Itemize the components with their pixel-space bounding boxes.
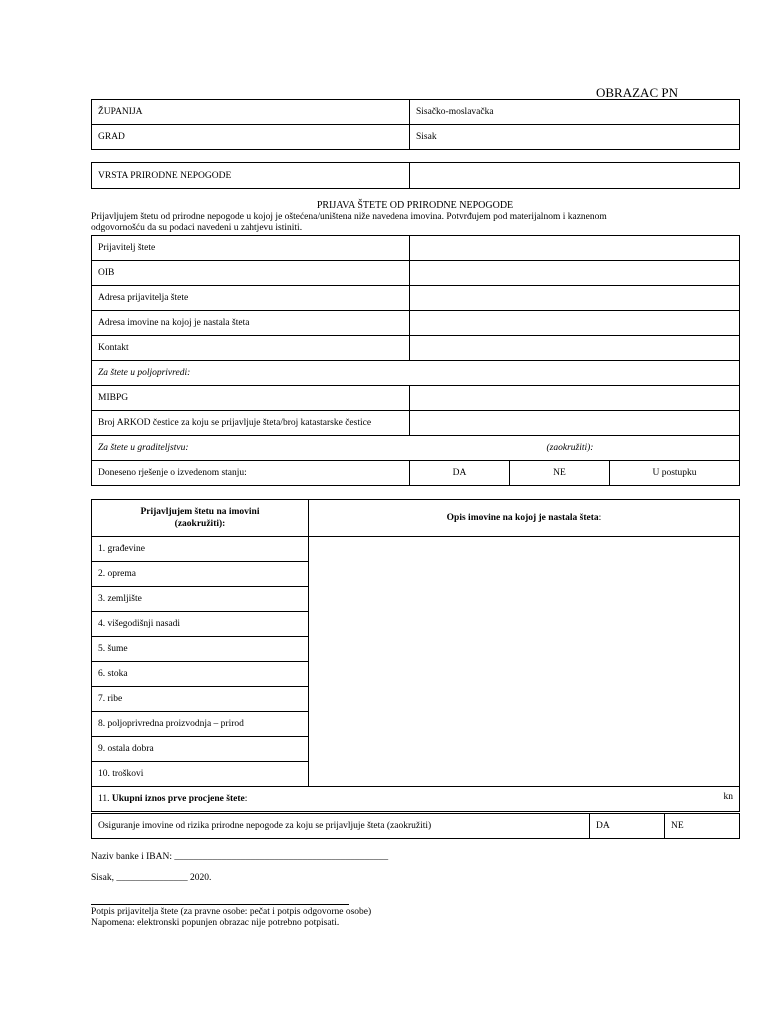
city-label: GRAD (92, 125, 410, 150)
insurance-option-ne[interactable]: NE (665, 814, 740, 839)
property-header-left-line2: (zaokružiti): (174, 519, 226, 529)
property-item-10[interactable]: 10. troškovi (92, 762, 309, 787)
intro-line-1: Prijavljujem štetu od prirodne nepogode u kojoj je oštećena/uništena niže navedena imovina. Potvrđujem pod materijalnom i kaznenom (91, 212, 607, 222)
applicant-address-label: Adresa prijavitelja štete (92, 286, 410, 311)
property-item-9[interactable]: 9. ostala dobra (92, 737, 309, 762)
property-item-5[interactable]: 5. šume (92, 637, 309, 662)
property-header-left-line1: Prijavljujem štetu na imovini (140, 507, 260, 517)
disaster-type-table (91, 162, 740, 189)
property-item-6[interactable]: 6. stoka (92, 662, 309, 687)
property-item-7[interactable]: 7. ribe (92, 687, 309, 712)
date-line[interactable]: Sisak, _______________ 2020. (91, 873, 212, 883)
signature-line (91, 904, 349, 905)
construction-label: Za štete u graditeljstvu: (98, 443, 189, 453)
applicant-field[interactable] (410, 236, 740, 261)
applicant-table (91, 235, 740, 486)
property-item-1[interactable]: 1. građevine (92, 537, 309, 562)
intro-line-2: odgovornošću da su podaci navedeni u zahtjevu istiniti. (91, 223, 303, 233)
mibpg-field[interactable] (410, 386, 740, 411)
insurance-label: Osiguranje imovine od rizika prirodne nepogode za koju se prijavljuje šteta (zaokružiti) (92, 814, 590, 839)
oib-field[interactable] (410, 261, 740, 286)
decision-option-da[interactable]: DA (410, 461, 510, 486)
total-colon: : (244, 794, 248, 804)
arkod-label: Broj ARKOD čestice za koju se prijavljuje šteta/broj katastarske čestice (92, 411, 410, 436)
location-table (91, 99, 740, 150)
property-address-label: Adresa imovine na kojoj je nastala šteta (92, 311, 410, 336)
oib-label: OIB (92, 261, 410, 286)
signature-note: Potpis prijavitelja štete (za pravne osobe: pečat i potpis odgovorne osobe) (91, 907, 372, 917)
decision-label: Doneseno rješenje o izvedenom stanju: (92, 461, 410, 486)
mibpg-label: MIBPG (92, 386, 410, 411)
arkod-field[interactable] (410, 411, 740, 436)
footnote: Napomena: elektronski popunjen obrazac nije potrebno potpisati. (91, 918, 340, 928)
insurance-table (91, 813, 740, 839)
disaster-type-label: VRSTA PRIRODNE NEPOGODE (92, 163, 410, 189)
property-description-field[interactable] (309, 537, 740, 787)
applicant-address-field[interactable] (410, 286, 740, 311)
property-header-left (92, 500, 309, 537)
insurance-option-da[interactable]: DA (590, 814, 665, 839)
agri-section-label: Za štete u poljoprivredi: (92, 361, 740, 386)
total-prefix: 11. (98, 794, 112, 804)
property-item-8[interactable]: 8. poljoprivredna proizvodnja – prirod (92, 712, 309, 737)
contact-label: Kontakt (92, 336, 410, 361)
property-table (91, 499, 740, 812)
circle-note: (zaokružiti): (546, 443, 594, 453)
property-item-2[interactable]: 2. oprema (92, 562, 309, 587)
bank-iban-line[interactable]: Naziv banke i IBAN: _____________________________________________ (91, 852, 389, 862)
decision-option-in-progress[interactable]: U postupku (610, 461, 740, 486)
county-label: ŽUPANIJA (92, 100, 410, 125)
property-header-right (309, 500, 740, 537)
city-value[interactable]: Sisak (410, 125, 740, 150)
property-item-3[interactable]: 3. zemljište (92, 587, 309, 612)
construction-section (92, 436, 740, 461)
form-heading: PRIJAVA ŠTETE OD PRIRODNE NEPOGODE (316, 200, 514, 211)
property-header-right-colon: : (598, 513, 602, 523)
total-estimate-row[interactable] (92, 787, 740, 812)
currency-label: kn (723, 792, 733, 802)
property-item-4[interactable]: 4. višegodišnji nasadi (92, 612, 309, 637)
applicant-label: Prijavitelj štete (92, 236, 410, 261)
decision-option-ne[interactable]: NE (510, 461, 610, 486)
form-code: OBRAZAC PN (596, 85, 678, 100)
contact-field[interactable] (410, 336, 740, 361)
county-value[interactable]: Sisačko-moslavačka (410, 100, 740, 125)
total-label: Ukupni iznos prve procjene štete (111, 794, 245, 804)
disaster-type-field[interactable] (410, 163, 740, 189)
property-header-right-text: Opis imovine na kojoj je nastala šteta (446, 513, 599, 523)
property-address-field[interactable] (410, 311, 740, 336)
